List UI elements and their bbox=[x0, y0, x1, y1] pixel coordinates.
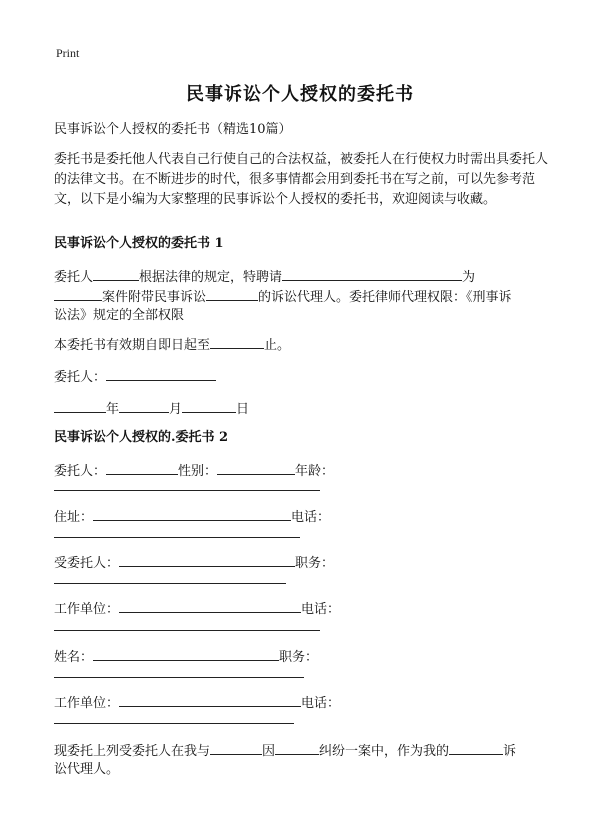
blank-attorney[interactable] bbox=[282, 266, 462, 281]
label-phone-2: 电话： bbox=[301, 602, 341, 617]
label-closing-a: 现委托上列受委托人在我与 bbox=[54, 744, 211, 759]
label-end: 止。 bbox=[264, 338, 291, 353]
blank-validity-date[interactable] bbox=[210, 334, 264, 349]
blank-day[interactable] bbox=[182, 398, 236, 413]
address-line bbox=[54, 506, 330, 528]
label-month: 月 bbox=[169, 402, 183, 417]
label-gender: 性别： bbox=[178, 464, 218, 479]
section-1-line-3: 讼法》规定的全部权限 bbox=[54, 308, 185, 323]
blank-agent[interactable] bbox=[119, 552, 295, 567]
label-address: 住址： bbox=[54, 510, 94, 525]
label-agent-scope: 的诉讼代理人。委托律师代理权限：《刑事诉 bbox=[258, 290, 512, 305]
workplace-rule-2[interactable] bbox=[54, 723, 294, 724]
label-closing-d: 诉 bbox=[503, 744, 517, 759]
label-principal-sign: 委托人： bbox=[54, 370, 107, 385]
intro-paragraph: 委托书是委托他人代表自己行使自己的合法权益，被委托人在行使权力时需出具委托人的法律文书。在不断进步的时代，很多事情都会用到委托书在写之前，可以先参考范文，以下是小编为大家整理的民事诉讼个人授权的委托书，欢迎阅读与收藏。 bbox=[54, 152, 549, 207]
label-validity: 本委托书有效期自即日起至 bbox=[54, 338, 211, 353]
print-link[interactable]: Print bbox=[56, 46, 80, 60]
label-year: 年 bbox=[106, 402, 120, 417]
closing-line bbox=[54, 740, 516, 762]
section-1-line-1 bbox=[54, 266, 475, 288]
section-1-heading: 民事诉讼个人授权的委托书 1 bbox=[54, 236, 224, 251]
label-closing-b: 因 bbox=[262, 744, 276, 759]
principal-info-line bbox=[54, 460, 334, 482]
document-title: 民事诉讼个人授权的委托书 bbox=[186, 84, 414, 105]
label-phone-3: 电话： bbox=[301, 696, 341, 711]
label-civil-suit: 案件附带民事诉讼 bbox=[102, 290, 207, 305]
label-age: 年龄： bbox=[295, 464, 335, 479]
label-as: 为 bbox=[462, 270, 476, 285]
section-2-heading: 民事诉讼个人授权的.委托书 2 bbox=[54, 430, 229, 445]
document-subtitle: 民事诉讼个人授权的委托书（精选10篇） bbox=[54, 122, 292, 137]
agent-line bbox=[54, 552, 334, 574]
blank-gender[interactable] bbox=[217, 460, 295, 475]
workplace-rule-1[interactable] bbox=[54, 630, 320, 631]
label-day: 日 bbox=[236, 402, 250, 417]
name-rule[interactable] bbox=[54, 677, 304, 678]
label-workplace-1: 工作单位： bbox=[54, 602, 120, 617]
blank-address[interactable] bbox=[93, 506, 291, 521]
date-line bbox=[54, 398, 249, 420]
blank-dispute[interactable] bbox=[275, 740, 319, 755]
agent-rule[interactable] bbox=[54, 583, 286, 584]
label-principal-2: 委托人： bbox=[54, 464, 107, 479]
section-1-line-2 bbox=[54, 286, 512, 308]
label-principal: 委托人 bbox=[54, 270, 94, 285]
label-name: 姓名： bbox=[54, 650, 94, 665]
label-workplace-2: 工作单位： bbox=[54, 696, 120, 711]
principal-signature-line bbox=[54, 366, 216, 388]
blank-case[interactable] bbox=[54, 286, 102, 301]
blank-role[interactable] bbox=[206, 286, 258, 301]
workplace-line-2 bbox=[54, 692, 340, 714]
label-position-2: 职务： bbox=[279, 650, 319, 665]
label-agent: 受委托人： bbox=[54, 556, 120, 571]
blank-agent-role[interactable] bbox=[449, 740, 503, 755]
blank-principal[interactable] bbox=[93, 266, 139, 281]
blank-month[interactable] bbox=[119, 398, 169, 413]
name-line bbox=[54, 646, 318, 668]
address-rule[interactable] bbox=[54, 537, 300, 538]
blank-workplace-1[interactable] bbox=[119, 598, 301, 613]
label-position-1: 职务： bbox=[295, 556, 335, 571]
blank-party[interactable] bbox=[210, 740, 262, 755]
workplace-line-1 bbox=[54, 598, 340, 620]
blank-workplace-2[interactable] bbox=[119, 692, 301, 707]
label-phone-1: 电话： bbox=[291, 510, 331, 525]
principal-info-rule[interactable] bbox=[54, 490, 320, 491]
blank-principal-sign[interactable] bbox=[106, 366, 216, 381]
blank-name[interactable] bbox=[93, 646, 279, 661]
blank-principal-name[interactable] bbox=[106, 460, 178, 475]
label-hire: 根据法律的规定，特聘请 bbox=[139, 270, 283, 285]
label-closing-c: 纠纷一案中，作为我的 bbox=[319, 744, 450, 759]
closing-line-2: 讼代理人。 bbox=[54, 762, 120, 777]
blank-year[interactable] bbox=[54, 398, 106, 413]
validity-line bbox=[54, 334, 290, 356]
